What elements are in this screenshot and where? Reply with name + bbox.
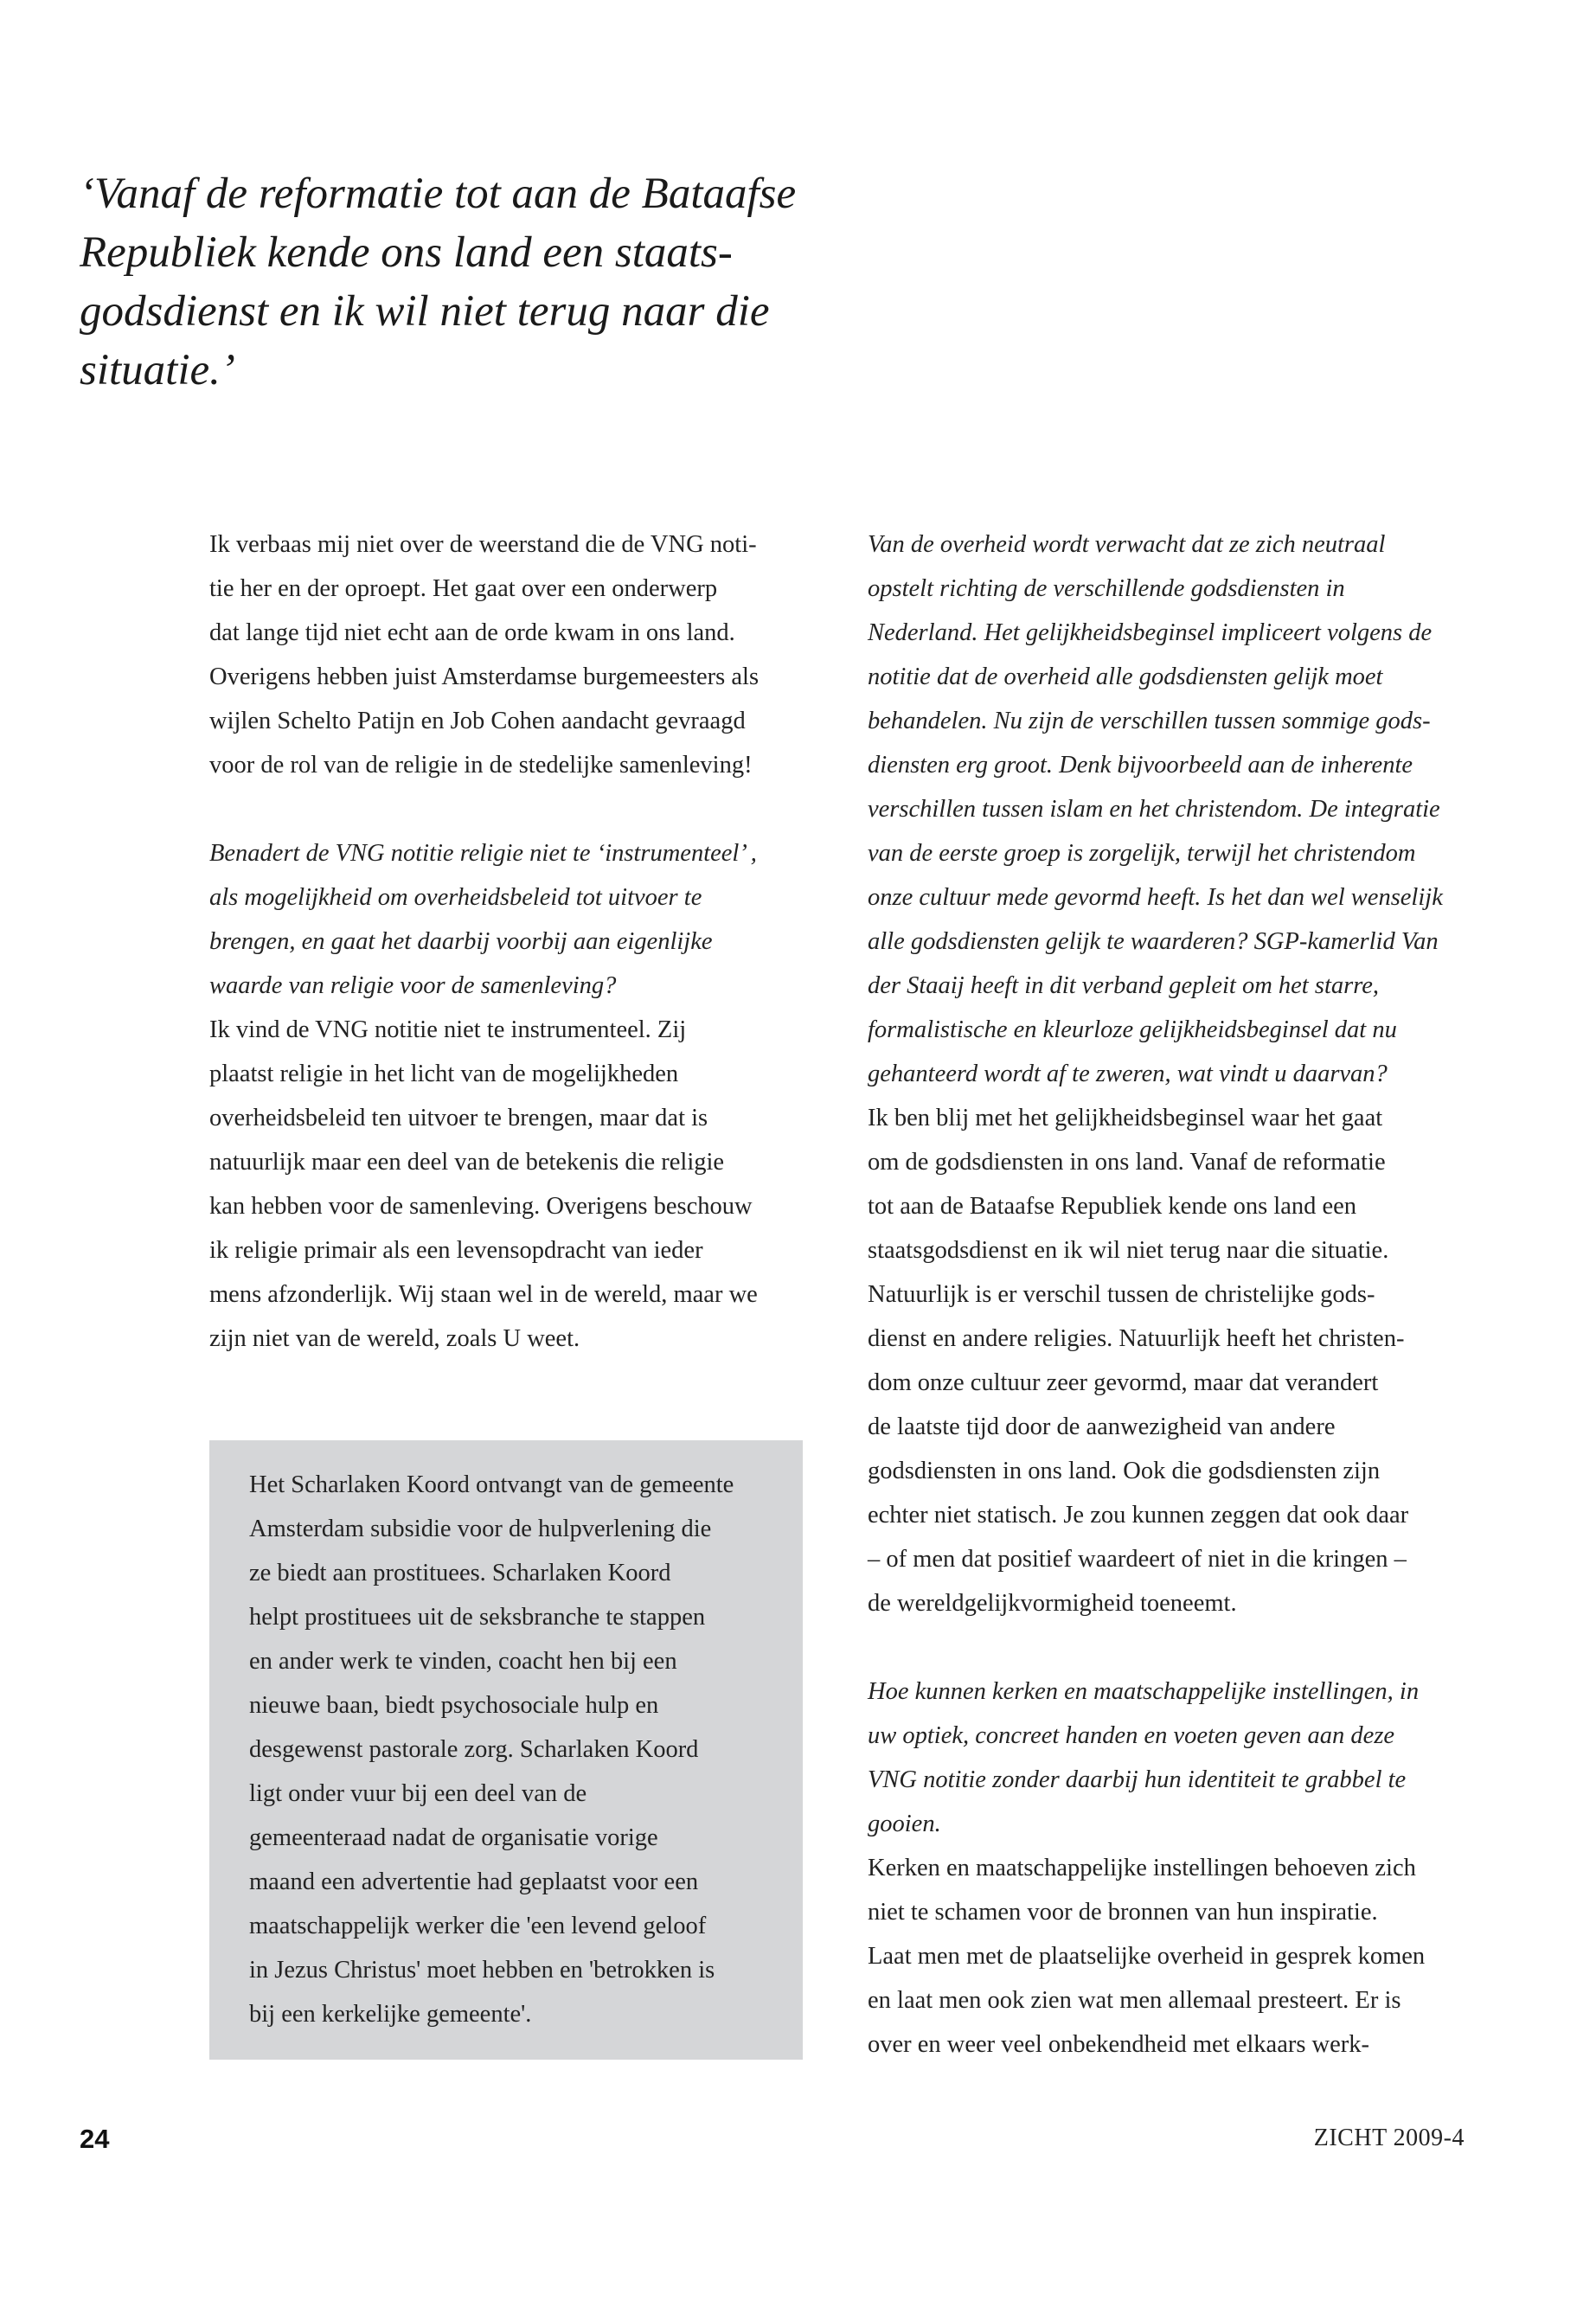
answer-paragraph-1 [209,522,815,787]
sidebar-line: Amsterdam subsidie voor de hulpverlening die [249,1516,712,1542]
sidebar-line: Het Scharlaken Koord ontvangt van de gemeente [249,1471,734,1498]
pull-quote [80,164,884,400]
text-line: behandelen. Nu zijn de verschillen tussen sommige gods- [868,708,1431,734]
text-line: tie her en der oproept. Het gaat over een onderwerp [209,575,718,602]
text-line: Nederland. Het gelijkheidsbeginsel impliceert volgens de [868,619,1433,646]
interview-question-1 [868,522,1465,1096]
text-line: en laat men ook zien wat men allemaal presteert. Er is [868,1987,1401,2014]
text-line: gehanteerd wordt af te zweren, wat vindt u daarvan? [868,1061,1388,1087]
pull-quote-line: Republiek kende ons land een staats- [80,228,733,277]
text-line: diensten erg groot. Denk bijvoorbeeld aan de inherente [868,752,1413,779]
text-line: Benadert de VNG notitie religie niet te ‘instrumenteel’ , [209,840,757,867]
text-line: overheidsbeleid ten uitvoer te brengen, maar dat is [209,1105,708,1131]
text-line: VNG notitie zonder daarbij hun identiteit te grabbel te [868,1766,1407,1793]
sidebar-line: ze biedt aan prostituees. Scharlaken Koord [249,1560,671,1586]
text-line: gooien. [868,1811,941,1837]
text-line: Laat men met de plaatselijke overheid in gesprek komen [868,1943,1426,1970]
text-line: ik religie primair als een levensopdracht van ieder [209,1237,703,1264]
text-line: notitie dat de overheid alle godsdiensten gelijk moet [868,663,1383,690]
text-line: Overigens hebben juist Amsterdamse burgemeesters als [209,663,760,690]
sidebar-line: ligt onder vuur bij een deel van de [249,1780,587,1807]
answer-paragraph-4 [868,1846,1465,2067]
text-line: Hoe kunnen kerken en maatschappelijke instellingen, in [868,1678,1420,1705]
answer-paragraph-2 [209,1008,815,1361]
text-line: der Staaij heeft in dit verband gepleit om het starre, [868,972,1380,999]
left-column [209,522,815,1361]
text-line: verschillen tussen islam en het christendom. De integratie [868,796,1440,823]
text-line: brengen, en gaat het daarbij voorbij aan eigenlijke [209,928,713,955]
text-line: echter niet statisch. Je zou kunnen zeggen dat ook daar [868,1502,1409,1529]
text-line: tot aan de Bataafse Republiek kende ons land een [868,1193,1357,1220]
text-line: godsdiensten in ons land. Ook die godsdiensten zijn [868,1458,1381,1484]
sidebar-line: nieuwe baan, biedt psychosociale hulp en [249,1692,659,1719]
sidebar-line: desgewenst pastorale zorg. Scharlaken Koord [249,1736,699,1763]
text-line: over en weer veel onbekendheid met elkaars werk- [868,2031,1370,2058]
text-line: Kerken en maatschappelijke instellingen behoeven zich [868,1855,1416,1881]
text-line: staatsgodsdienst en ik wil niet terug naar die situatie. [868,1237,1389,1264]
answer-paragraph-3 [868,1096,1465,1625]
text-line: kan hebben voor de samenleving. Overigens beschouw [209,1193,753,1220]
text-line: mens afzonderlijk. Wij staan wel in de wereld, maar we [209,1281,758,1308]
text-line: als mogelijkheid om overheidsbeleid tot uitvoer te [209,884,702,911]
text-line: plaatst religie in het licht van de mogelijkheden [209,1061,679,1087]
sidebar-line: en ander werk te vinden, coacht hen bij een [249,1648,677,1675]
text-line: Natuurlijk is er verschil tussen de christelijke gods- [868,1281,1375,1308]
page-number: 24 [80,2124,110,2154]
sidebar-line: maatschappelijk werker die 'een levend geloof [249,1913,707,1939]
text-line: dom onze cultuur zeer gevormd, maar dat verandert [868,1369,1379,1396]
paragraph-gap [868,1625,1465,1670]
interview-question-3 [868,1670,1465,1846]
paragraph-gap [209,787,815,831]
interview-question-2 [209,831,815,1008]
text-line: onze cultuur mede gevormd heeft. Is het dan wel wenselijk [868,884,1443,911]
text-line: opstelt richting de verschillende godsdiensten in [868,575,1345,602]
pull-quote-line: ‘Vanaf de reformatie tot aan de Bataafse [80,170,797,218]
text-line: niet te schamen voor de bronnen van hun inspiratie. [868,1899,1378,1926]
text-line: wijlen Schelto Patijn en Job Cohen aandacht gevraagd [209,708,746,734]
text-line: dienst en andere religies. Natuurlijk heeft het christen- [868,1325,1405,1352]
text-line: alle godsdiensten gelijk te waarderen? SGP-kamerlid Van [868,928,1439,955]
sidebar-line: helpt prostituees uit de seksbranche te stappen [249,1604,706,1631]
text-line: dat lange tijd niet echt aan de orde kwam in ons land. [209,619,735,646]
pull-quote-line: godsdienst en ik wil niet terug naar die [80,287,770,336]
text-line: Van de overheid wordt verwacht dat ze zich neutraal [868,531,1386,558]
sidebar-line: maand een advertentie had geplaatst voor een [249,1868,699,1895]
text-line: formalistische en kleurloze gelijkheidsbeginsel dat nu [868,1016,1397,1043]
text-line: – of men dat positief waardeert of niet in die kringen – [868,1546,1407,1573]
pull-quote-line: situatie.’ [80,346,235,394]
sidebar-line: bij een kerkelijke gemeente'. [249,2001,532,2028]
text-line: voor de rol van de religie in de stedelijke samenleving! [209,752,753,779]
sidebar-line: in Jezus Christus' moet hebben en 'betrokken is [249,1957,715,1984]
text-line: de wereldgelijkvormigheid toeneemt. [868,1590,1237,1617]
text-line: om de godsdiensten in ons land. Vanaf de reformatie [868,1149,1386,1176]
text-line: Ik ben blij met het gelijkheidsbeginsel waar het gaat [868,1105,1383,1131]
text-line: Ik vind de VNG notitie niet te instrumenteel. Zij [209,1016,687,1043]
text-line: de laatste tijd door de aanwezigheid van andere [868,1413,1336,1440]
text-line: Ik verbaas mij niet over de weerstand die de VNG noti- [209,531,757,558]
text-line: uw optiek, concreet handen en voeten geven aan deze [868,1722,1395,1749]
right-column [868,522,1465,2067]
text-line: waarde van religie voor de samenleving? [209,972,617,999]
journal-issue: ZICHT 2009-4 [1313,2125,1465,2151]
text-line: zijn niet van de wereld, zoals U weet. [209,1325,580,1352]
text-line: natuurlijk maar een deel van de betekenis die religie [209,1149,725,1176]
text-line: van de eerste groep is zorgelijk, terwijl het christendom [868,840,1416,867]
sidebar-box [209,1440,803,2060]
sidebar-line: gemeenteraad nadat de organisatie vorige [249,1824,658,1851]
